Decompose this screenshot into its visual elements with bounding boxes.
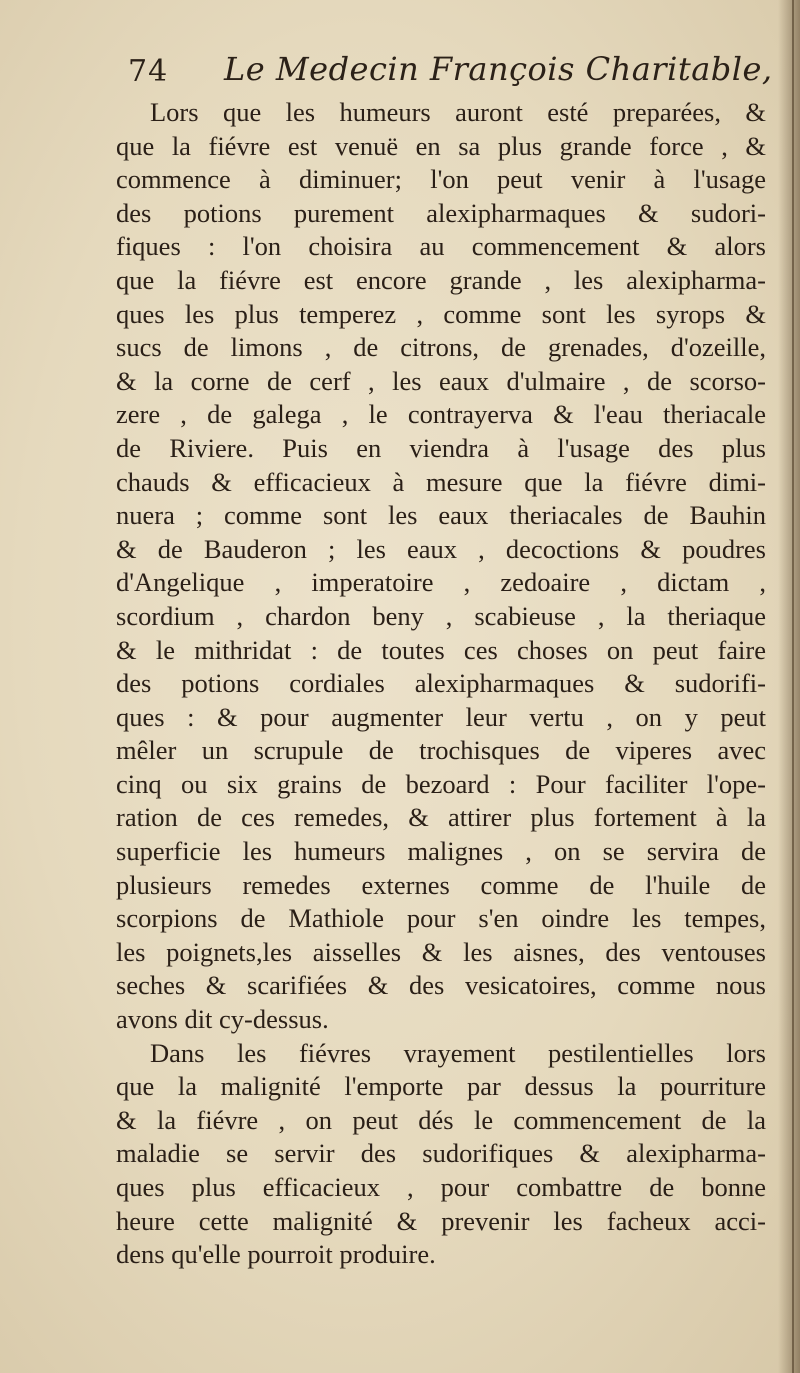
text-line: & la fiévre , on peut dés le commencement de la bbox=[116, 1104, 766, 1135]
page-edge-shadow bbox=[778, 0, 800, 1373]
page-number: 74 bbox=[128, 54, 169, 89]
text-line: superficie les humeurs malignes , on se servira de bbox=[116, 836, 766, 867]
text-line: Dans les fiévres vrayement pestilentielles lors bbox=[150, 1037, 766, 1068]
text-line: sucs de limons , de citrons, de grenades, d'ozeille, bbox=[116, 332, 766, 363]
text-line: que la fiévre est encore grande , les alexipharma- bbox=[116, 264, 766, 295]
text-line: des potions cordiales alexipharmaques & sudorifi- bbox=[116, 668, 766, 699]
text-line: chauds & efficacieux à mesure que la fiévre dimi- bbox=[116, 466, 766, 497]
text-line: avons dit cy-dessus. bbox=[116, 1004, 329, 1035]
text-line: de Riviere. Puis en viendra à l'usage des plus bbox=[116, 432, 766, 463]
text-line: zere , de galega , le contrayerva & l'eau theriacale bbox=[116, 399, 766, 430]
text-line: ques plus efficacieux , pour combattre de bonne bbox=[116, 1172, 766, 1202]
text-line: commence à diminuer; l'on peut venir à l'usage bbox=[116, 164, 766, 195]
text-line: fiques : l'on choisira au commencement & alors bbox=[116, 231, 766, 262]
text-line: ration de ces remedes, & attirer plus fortement à la bbox=[116, 802, 766, 833]
text-line: maladie se servir des sudorifiques & alexipharma- bbox=[116, 1138, 766, 1169]
text-line: & la corne de cerf , les eaux d'ulmaire , de scorso- bbox=[116, 365, 766, 396]
page-edge-line bbox=[792, 0, 794, 1373]
running-head bbox=[128, 44, 773, 104]
text-line: que la malignité l'emporte par dessus la pourriture bbox=[116, 1071, 766, 1102]
text-line: scorpions de Mathiole pour s'en oindre les tempes, bbox=[116, 903, 766, 934]
body-text bbox=[116, 96, 766, 1272]
text-line: seches & scarifiées & des vesicatoires, comme nous bbox=[116, 970, 766, 1001]
text-line: plusieurs remedes externes comme de l'huile de bbox=[116, 869, 766, 900]
text-line: scordium , chardon beny , scabieuse , la theriaque bbox=[116, 600, 766, 631]
text-line: que la fiévre est venuë en sa plus grande force , & bbox=[116, 130, 766, 161]
text-line: heure cette malignité & prevenir les facheux acci- bbox=[116, 1205, 766, 1236]
text-line: Lors que les humeurs auront esté preparées, & bbox=[150, 97, 766, 127]
text-line: ques les plus temperez , comme sont les syrops & bbox=[116, 298, 766, 329]
text-line: cinq ou six grains de bezoard : Pour faciliter l'ope- bbox=[116, 768, 766, 799]
running-title: Le Medecin François Charitable, bbox=[224, 50, 773, 88]
text-line: & le mithridat : de toutes ces choses on peut faire bbox=[116, 634, 766, 665]
text-line: les poignets,les aisselles & les aisnes, des ventouses bbox=[116, 936, 766, 967]
text-line: nuera ; comme sont les eaux theriacales de Bauhin bbox=[116, 500, 766, 531]
text-line: & de Bauderon ; les eaux , decoctions & poudres bbox=[116, 533, 766, 564]
text-line: mêler un scrupule de trochisques de viperes avec bbox=[116, 735, 766, 766]
text-line: d'Angelique , imperatoire , zedoaire , dictam , bbox=[116, 567, 766, 598]
text-line: des potions purement alexipharmaques & sudori- bbox=[116, 197, 766, 228]
text-line: ques : & pour augmenter leur vertu , on y peut bbox=[116, 701, 766, 732]
text-line: dens qu'elle pourroit produire. bbox=[116, 1239, 436, 1270]
